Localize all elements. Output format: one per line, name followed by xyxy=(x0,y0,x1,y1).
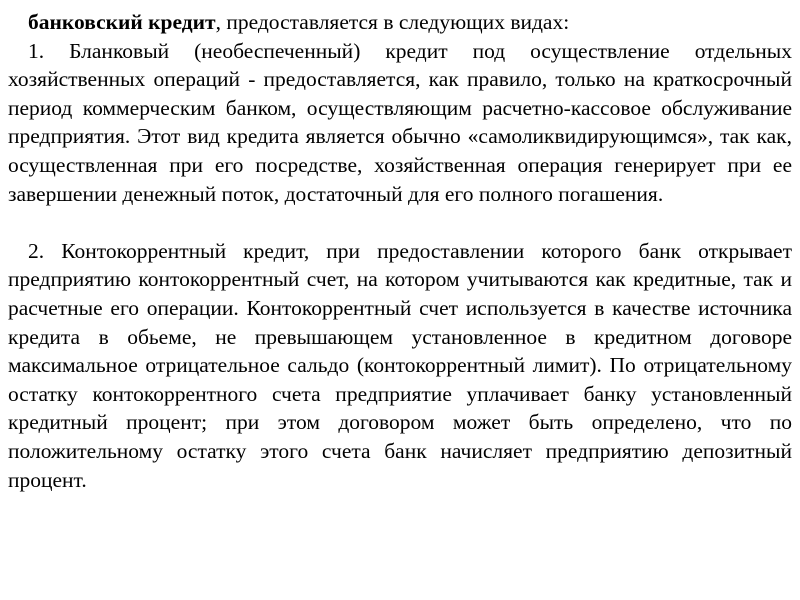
document-body xyxy=(8,8,792,494)
lead-term: банковский кредит xyxy=(28,10,216,34)
paragraph-blank-credit: 1. Бланковый (необеспеченный) кредит под осуществление отдельных хозяйственных операций - предоставляется, как правило, только на краткосрочный период коммерческим банком, осуществляющим расчетно-кассовое обслуживание предприятия. Этот вид кредита является обычно «самоликвидирующимся», так как, осуществленная при его посредстве, хозяйственная операция генерирует при ее завершении денежный поток, достаточный для его полного погашения. xyxy=(8,38,792,206)
lead-text: , предоставляется в следующих видах: xyxy=(215,10,570,34)
paragraph-current-account-credit: 2. Контокоррентный кредит, при предоставлении которого банк открывает предприятию контокоррентный счет, на котором учитываются как кредитные, так и расчетные его операции. Контокоррентный счет используется в качестве источника кредита в обьеме, не превышающем установленное в кредитном договоре максимальное отрицательное сальдо (контокоррентный лимит). По отрицательному остатку контокоррентного счета предприятие уплачивает банку установленный кредитный процент; при этом договором может быть определено, что по положительному остатку этого счета банк начисляет предприятию депозитный процент. xyxy=(8,238,792,492)
paragraph-spacer xyxy=(8,208,792,237)
lead-paragraph xyxy=(8,8,792,37)
